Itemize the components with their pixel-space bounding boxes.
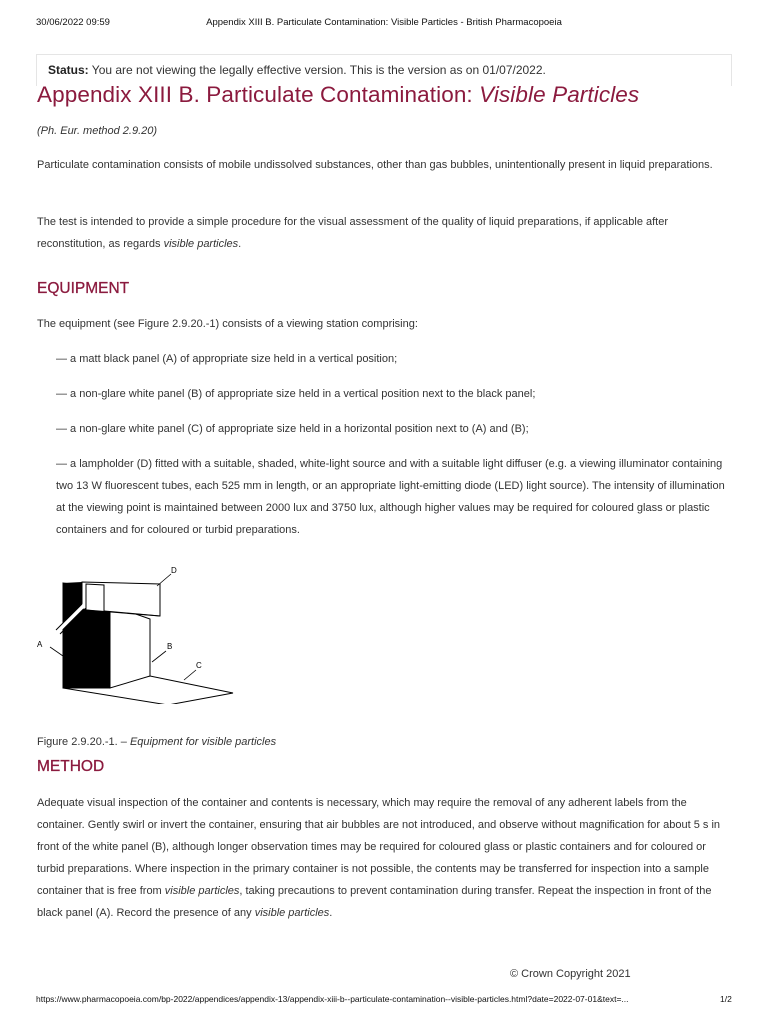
method-text-2: , taking precautions to prevent contamination during transfer. Repeat the inspection in front of the black panel (A). Record the presence of any	[37, 885, 712, 919]
equipment-item: — a non-glare white panel (C) of appropriate size held in a horizontal position next to (A) and (B);	[56, 423, 529, 435]
equipment-item: — a non-glare white panel (B) of appropriate size held in a vertical position next to the black panel;	[56, 388, 536, 400]
viewing-station-figure	[36, 564, 236, 704]
page-title-italic: Visible Particles	[479, 82, 640, 107]
page-title	[37, 82, 639, 108]
equipment-item: — a matt black panel (A) of appropriate size held in a vertical position;	[56, 353, 398, 365]
intro-p2-italic: visible particles	[163, 238, 239, 250]
print-url: https://www.pharmacopoeia.com/bp-2022/appendices/appendix-13/appendix-xiii-b--particulate-contamination--visible-particles.html?date=2022-07-01&text=...	[36, 994, 629, 1004]
status-text: You are not viewing the legally effective version. This is the version as on 01/07/2022.	[91, 63, 546, 77]
caption-number: Figure 2.9.20.-1. –	[37, 736, 127, 748]
white-panel-b	[110, 605, 150, 688]
copyright-notice: © Crown Copyright 2021	[510, 968, 631, 980]
method-heading: METHOD	[37, 758, 105, 775]
print-header	[0, 17, 768, 31]
equipment-item: — a lampholder (D) fitted with a suitable, shaded, white-light source and with a suitable light diffuser (e.g. a viewing illuminator containing two 13 W fluorescent tubes, each 525 mm in length, or an appropriate light-emitting diode (LED) light source). The intensity of illumination at the viewing point is maintained between 2000 lux and 3750 lux, although higher values may be required for coloured glass or plastic containers and for coloured or turbid preparations.	[56, 458, 725, 536]
method-paragraph	[37, 792, 733, 924]
print-datetime: 30/06/2022 09:59	[36, 17, 110, 28]
print-title: Appendix XIII B. Particulate Contamination: Visible Particles - British Pharmacopoeia	[206, 17, 562, 28]
method-text-1: Adequate visual inspection of the container and contents is necessary, which may require the removal of any adherent labels from the container. Gently swirl or invert the container, ensuring that air bubbles are not introduced, and observe without magnification for about 5 s in front of the white panel (B), although longer observation times may be required for coloured glass or plastic containers and for coloured or turbid preparations. Where inspection in the primary container is not possible, the contents may be transferred for inspection into a sample container that is free from	[37, 797, 721, 897]
figure-label-c: C	[196, 661, 202, 670]
method-reference	[37, 120, 733, 142]
method-end: .	[329, 907, 333, 919]
intro-p2-text: The test is intended to provide a simple procedure for the visual assessment of the quality of liquid preparations, if applicable after reconstitution, as regards	[37, 216, 669, 250]
equipment-lead: The equipment (see Figure 2.9.20.-1) consists of a viewing station comprising:	[37, 318, 418, 330]
figure-label-d: D	[171, 566, 177, 575]
intro-p2-end: .	[238, 238, 242, 250]
page-title-main: Appendix XIII B. Particulate Contamination:	[37, 82, 473, 107]
intro-paragraph-1: Particulate contamination consists of mobile undissolved substances, other than gas bubbles, unintentionally present in liquid preparations.	[37, 159, 713, 171]
method-reference-text: (Ph. Eur. method 2.9.20)	[37, 125, 158, 137]
equipment-heading: EQUIPMENT	[37, 280, 130, 297]
intro-paragraph-2	[37, 211, 733, 255]
figure-label-a: A	[37, 640, 43, 649]
page-number: 1/2	[720, 994, 732, 1004]
figure-label-b: B	[167, 642, 173, 651]
caption-title: Equipment for visible particles	[129, 736, 277, 748]
figure-caption	[37, 736, 276, 748]
viewing-station-diagram	[36, 564, 236, 704]
method-italic-1: visible particles	[164, 885, 240, 897]
print-footer	[0, 994, 768, 1008]
method-italic-2: visible particles	[254, 907, 330, 919]
status-label: Status:	[48, 63, 89, 77]
